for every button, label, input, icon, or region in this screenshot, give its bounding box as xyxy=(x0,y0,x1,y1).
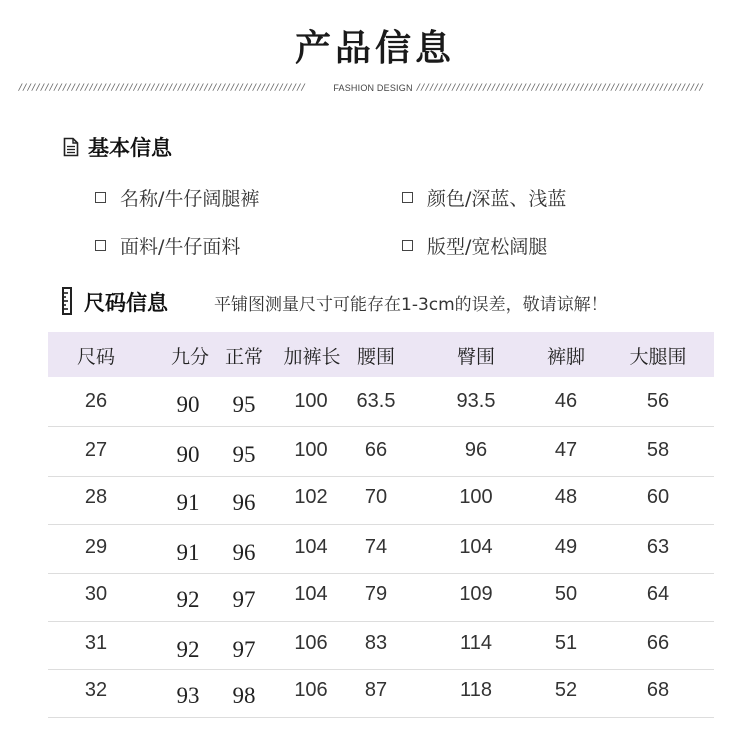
column-header: 臀围 xyxy=(456,346,496,368)
row-divider xyxy=(48,621,714,622)
table-cell: 31 xyxy=(84,632,108,654)
info-item-label: 颜色/深蓝、浅蓝 xyxy=(427,188,567,210)
table-cell: 51 xyxy=(554,632,578,654)
checkbox-icon xyxy=(402,192,413,203)
page-title: 产品信息 xyxy=(294,28,455,69)
table-cell: 100 xyxy=(294,390,328,412)
table-cell: 27 xyxy=(84,439,108,461)
basic-info-heading: 基本信息 xyxy=(88,136,172,160)
table-cell: 97 xyxy=(232,587,256,612)
info-item-color xyxy=(402,184,566,211)
column-header: 裤脚 xyxy=(546,346,586,368)
table-cell: 118 xyxy=(460,679,492,701)
table-cell: 96 xyxy=(232,540,256,565)
table-cell: 104 xyxy=(459,536,493,558)
column-header: 正常 xyxy=(224,346,264,368)
table-cell: 95 xyxy=(232,392,256,417)
table-cell: 92 xyxy=(176,587,200,612)
table-cell: 58 xyxy=(646,439,670,461)
table-cell: 26 xyxy=(84,390,108,412)
table-cell: 48 xyxy=(554,486,578,508)
table-cell: 106 xyxy=(294,679,328,701)
table-cell: 97 xyxy=(232,637,256,662)
info-item-fabric xyxy=(95,232,240,259)
table-cell: 83 xyxy=(364,632,388,654)
table-cell: 56 xyxy=(646,390,670,412)
table-cell: 60 xyxy=(646,486,670,508)
table-cell: 66 xyxy=(364,439,388,461)
table-cell: 100 xyxy=(294,439,328,461)
table-cell: 102 xyxy=(294,486,328,508)
info-item-label: 名称/牛仔阔腿裤 xyxy=(120,188,260,210)
info-item-fit xyxy=(402,232,547,259)
table-cell: 91 xyxy=(176,490,200,515)
table-cell: 63.5 xyxy=(356,390,396,412)
table-cell: 68 xyxy=(646,679,670,701)
column-header: 大腿围 xyxy=(629,346,687,368)
fashion-design-subtitle: FASHION DESIGN xyxy=(333,83,413,93)
table-cell: 87 xyxy=(364,679,388,701)
column-header: 腰围 xyxy=(356,346,396,368)
table-cell: 91 xyxy=(176,540,200,565)
table-cell: 92 xyxy=(176,637,200,662)
column-header: 九分 xyxy=(170,346,210,368)
table-cell: 95 xyxy=(232,442,256,467)
table-cell: 79 xyxy=(364,583,388,605)
table-cell: 93.5 xyxy=(456,390,496,412)
row-divider xyxy=(48,573,714,574)
column-header: 加裤长 xyxy=(283,346,341,368)
row-divider xyxy=(48,426,714,427)
table-cell: 74 xyxy=(364,536,388,558)
table-cell: 52 xyxy=(554,679,578,701)
table-cell: 30 xyxy=(84,583,108,605)
table-cell: 96 xyxy=(232,490,256,515)
table-cell: 90 xyxy=(176,392,200,417)
info-item-name xyxy=(95,184,259,211)
info-item-label: 面料/牛仔面料 xyxy=(120,236,241,258)
column-header: 尺码 xyxy=(76,346,116,368)
table-cell: 90 xyxy=(176,442,200,467)
row-divider xyxy=(48,476,714,477)
table-cell: 104 xyxy=(294,536,328,558)
table-cell: 46 xyxy=(554,390,578,412)
table-cell: 32 xyxy=(84,679,108,701)
checkbox-icon xyxy=(95,192,106,203)
table-cell: 100 xyxy=(459,486,493,508)
table-cell: 50 xyxy=(554,583,578,605)
table-cell: 64 xyxy=(646,583,670,605)
table-cell: 96 xyxy=(464,439,488,461)
measurement-note: 平铺图测量尺寸可能存在1-3cm的误差，敬请谅解！ xyxy=(214,295,608,315)
table-cell: 66 xyxy=(646,632,670,654)
table-cell: 63 xyxy=(646,536,670,558)
checkbox-icon xyxy=(95,240,106,251)
row-divider xyxy=(48,669,714,670)
table-cell: 47 xyxy=(554,439,578,461)
decorative-rule-left: ///////////////////////////////////////////////////////////////// xyxy=(18,83,306,93)
table-cell: 28 xyxy=(84,486,108,508)
table-cell: 104 xyxy=(294,583,328,605)
table-cell: 93 xyxy=(176,683,200,708)
size-info-heading: 尺码信息 xyxy=(84,291,168,315)
table-cell: 98 xyxy=(232,683,256,708)
table-cell: 109 xyxy=(459,583,493,605)
table-cell: 106 xyxy=(294,632,328,654)
ruler-icon xyxy=(58,287,76,315)
checkbox-icon xyxy=(402,240,413,251)
document-icon xyxy=(63,137,79,157)
row-divider xyxy=(48,524,714,525)
info-item-label: 版型/宽松阔腿 xyxy=(427,236,548,258)
table-cell: 29 xyxy=(84,536,108,558)
table-cell: 114 xyxy=(460,632,492,654)
table-cell: 49 xyxy=(554,536,578,558)
table-cell: 70 xyxy=(364,486,388,508)
decorative-rule-right: ///////////////////////////////////////////////////////////////// xyxy=(416,83,704,93)
row-divider xyxy=(48,717,714,718)
